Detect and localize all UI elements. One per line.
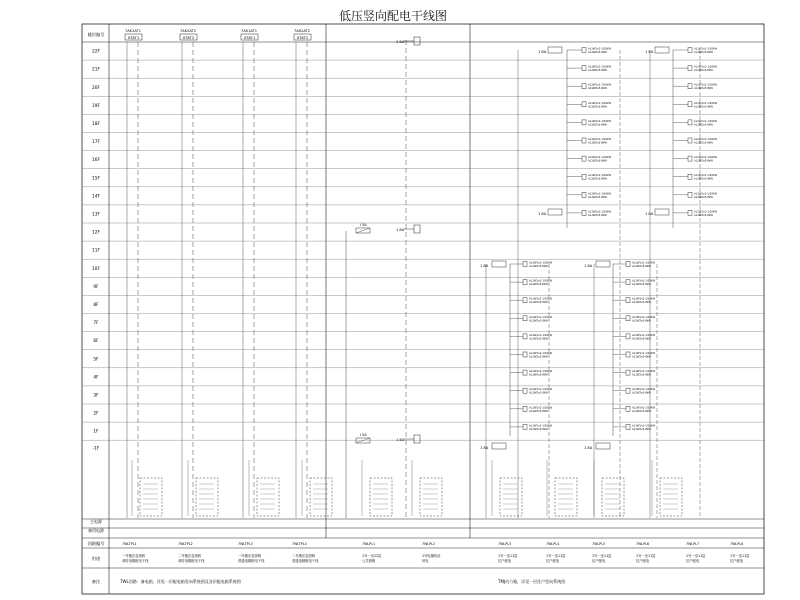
unit-entry — [523, 279, 553, 287]
unit-box — [523, 424, 527, 429]
group-feeder-box — [655, 47, 669, 53]
unit-box — [523, 388, 527, 393]
basement-panel — [196, 478, 218, 516]
floor-label: 12F — [92, 230, 100, 236]
usage-cells — [122, 553, 750, 563]
basement-panel — [500, 478, 522, 516]
unit-box — [523, 316, 527, 321]
basement-panels — [132, 460, 682, 516]
group-feeder-label: 1 8A — [645, 212, 654, 216]
group-feeder-box — [596, 261, 610, 267]
trunk-tag-box-text: XTAT1 — [243, 34, 256, 40]
unit-sub-label: AL1W2x3-8kW — [632, 427, 651, 431]
unit-label: AL1W1x1-1/10kW — [529, 333, 553, 337]
unit-sub-label: AL1W2x3-8kW — [529, 283, 548, 287]
group-feeder-box — [655, 209, 669, 215]
unit-label: AL1W1x1-1/10kW — [632, 388, 656, 392]
unit-label: AL1W1x1-1/10kW — [588, 119, 612, 123]
unit-box — [582, 174, 586, 179]
unit-label: AL1W1x1-1/10kW — [632, 352, 656, 355]
group-feeder-label: 1 8A — [584, 264, 593, 268]
unit-sub-label: AL1W2x3-8kW — [694, 213, 713, 217]
floor-label: 11F — [92, 248, 100, 254]
unit-label: AL1W1x1-1/10kW — [529, 261, 553, 265]
unit-entry — [582, 155, 612, 163]
usage-line-2: 住户配电 — [686, 559, 700, 563]
group-feeder-label: 1 8A — [645, 50, 654, 54]
unit-label: AL1W1x1-1/10kW — [529, 352, 553, 355]
remark-left-text: 7WL回路：备电箱，详见一层配电箱竖向系统图及各层配电箱系统图 — [120, 579, 241, 584]
trunk-lines — [127, 42, 307, 518]
usage-line-1: 1号一至11层 — [730, 554, 750, 558]
unit-label: AL1W1x1-1/10kW — [632, 406, 656, 410]
unit-label: AL1W1x1-1/10kW — [588, 101, 612, 105]
unit-entry — [582, 83, 612, 91]
meter-switch-1f-mark — [356, 438, 370, 443]
basement-panel — [310, 478, 332, 516]
basement-panel — [140, 478, 162, 516]
basement-panel — [420, 478, 442, 516]
unit-sub-label: AL1W2x3-8kW — [694, 123, 713, 127]
unit-label: AL1W1x1-1/10kW — [588, 65, 612, 69]
loop-number: 7WLPL3 — [498, 542, 512, 546]
unit-entry — [523, 351, 553, 359]
floor-rows — [82, 49, 764, 452]
basement-panel — [602, 478, 624, 516]
group-feeder-box — [492, 261, 506, 267]
usage-line-2: 用电 — [422, 559, 429, 563]
unit-entry — [626, 387, 656, 395]
unit-box — [626, 424, 630, 429]
unit-box — [523, 406, 527, 411]
trunk-tag-box-text: XTAT1 — [127, 34, 140, 40]
meter-switch-13f-mark — [356, 228, 370, 233]
unit-box — [523, 370, 527, 375]
unit-sub-label: AL1W2x3-8kW — [529, 355, 548, 359]
usage-label: 用途 — [91, 556, 101, 561]
trunk-tag-top: 7AK2AT2 — [294, 29, 311, 33]
loop-number: 7WLPL8 — [730, 542, 744, 546]
unit-box — [626, 388, 630, 393]
unit-box — [688, 102, 692, 107]
unit-entry — [523, 315, 553, 323]
usage-line-2: 住户配电 — [636, 559, 650, 563]
unit-sub-label: AL1W2x3-8kW — [694, 105, 713, 109]
unit-sub-label: AL1W2x3-8kW — [588, 87, 607, 91]
usage-line-1: 1号一至22层 — [362, 554, 382, 558]
usage-line-1: 一号楼应急照明 — [238, 554, 262, 558]
unit-label: AL1W1x1-1/10kW — [529, 424, 553, 428]
unit-entry — [626, 261, 656, 269]
unit-label: AL1W1x1-1/10kW — [632, 315, 656, 319]
unit-sub-label: AL1W2x3-8kW — [529, 337, 548, 341]
unit-sub-label: AL1W2x3-8kW — [632, 337, 651, 341]
unit-sub-label: AL1W2x3-8kW — [632, 391, 651, 395]
group-feeder-label: 1 8A — [480, 446, 489, 450]
unit-sub-label: AL1W2x3-8kW — [694, 87, 713, 91]
unit-entry — [582, 191, 612, 199]
trunk-tag-top: 7AK1AT1 — [125, 29, 142, 33]
unit-label: AL1W1x1-1/10kW — [632, 424, 656, 428]
feeder-box — [414, 435, 420, 443]
unit-box — [688, 84, 692, 89]
unit-label: AL1W1x1-1/10kW — [694, 101, 718, 105]
usage-line-2: 公共照明 — [362, 559, 376, 563]
loop-number: 7WLPL2 — [422, 542, 436, 546]
unit-label: AL1W1x1-1/10kW — [632, 279, 656, 283]
unit-label: AL1W1x1-1/10kW — [632, 261, 656, 265]
unit-entry — [626, 369, 656, 377]
group-feeder-box — [548, 209, 562, 215]
unit-entry — [688, 47, 718, 55]
unit-box — [626, 370, 630, 375]
trunk-tags — [125, 29, 311, 40]
main-cable-label: 主电源 — [90, 519, 102, 524]
group-feeder-box — [548, 47, 562, 53]
floor-label: 5F — [93, 357, 99, 363]
unit-entry — [626, 297, 656, 305]
unit-entry — [626, 333, 656, 341]
unit-entry — [688, 65, 718, 73]
unit-sub-label: AL1W2x3-8kW — [529, 427, 548, 431]
unit-label: AL1W1x1-1/10kW — [694, 174, 718, 178]
floor-label: 3F — [93, 393, 99, 399]
unit-label: AL1W1x1-1/10kW — [588, 83, 612, 87]
unit-sub-label: AL1W2x3-8kW — [588, 123, 607, 127]
unit-entry — [523, 423, 553, 431]
remark-label: 备注 — [91, 579, 101, 584]
unit-box — [688, 156, 692, 161]
unit-entry — [626, 405, 656, 413]
unit-label: AL1W1x1-1/10kW — [694, 210, 718, 214]
unit-sub-label: AL1W2x3-8kW — [632, 373, 651, 377]
group-feeder-box — [492, 443, 506, 449]
unit-box — [626, 352, 630, 357]
floor-label: 21F — [92, 67, 100, 73]
unit-label: AL1W1x1-1/10kW — [588, 174, 612, 178]
unit-sub-label: AL1W2x3-8kW — [588, 213, 607, 217]
unit-sub-label: AL1W2x3-8kW — [529, 319, 548, 323]
group-feeder-label: 1 8A — [480, 264, 489, 268]
unit-sub-label: AL1W2x3-8kW — [632, 409, 651, 413]
basement-panel — [370, 478, 392, 516]
usage-line-2: 住户配电 — [498, 559, 512, 563]
unit-entry — [582, 137, 612, 145]
loop-number: 7WLTPL1 — [122, 542, 137, 546]
unit-box — [582, 102, 586, 107]
unit-box — [626, 316, 630, 321]
unit-entry — [582, 119, 612, 127]
unit-sub-label: AL1W2x3-8kW — [588, 177, 607, 181]
unit-box — [582, 84, 586, 89]
unit-entry — [688, 101, 718, 109]
unit-box — [523, 334, 527, 339]
unit-entry — [626, 423, 656, 431]
floor-label: 14F — [92, 194, 100, 200]
floor-header: 楼层编号 — [87, 32, 105, 37]
unit-entry — [688, 191, 718, 199]
unit-label: AL1W1x1-1/10kW — [529, 406, 553, 410]
unit-entry — [523, 405, 553, 413]
unit-box — [582, 192, 586, 197]
trunk-tag-top: 7AK2AT2 — [180, 29, 197, 33]
unit-box — [582, 120, 586, 125]
usage-line-2: 消防电梯配电干线 — [122, 559, 149, 563]
unit-entry — [626, 351, 656, 359]
unit-sub-label: AL1W2x3-8kW — [632, 355, 651, 359]
unit-entry — [523, 369, 553, 377]
unit-label: AL1W1x1-1/10kW — [694, 83, 718, 87]
group-feeder-label: 1 8A — [538, 50, 547, 54]
unit-label: AL1W1x1-1/10kW — [694, 65, 718, 69]
unit-label: AL1W1x1-1/10kW — [632, 370, 656, 374]
unit-box — [688, 138, 692, 143]
usage-line-2: 住户配电 — [546, 559, 560, 563]
floor-label: 1F — [93, 429, 99, 435]
usage-line-1: 1号电梯机房 — [422, 554, 441, 558]
floor-label: 19F — [92, 103, 100, 109]
unit-box — [582, 138, 586, 143]
unit-sub-label: AL1W2x3-8kW — [529, 391, 548, 395]
unit-entry — [523, 261, 553, 269]
unit-sub-label: AL1W2x3-8kW — [632, 319, 651, 323]
loop-number: 7WLPL5 — [592, 542, 606, 546]
unit-entry — [626, 315, 656, 323]
unit-sub-label: AL1W2x3-8kW — [529, 373, 548, 377]
loop-number: 7WLTPL3 — [238, 542, 253, 546]
unit-sub-label: AL1W2x3-8kW — [529, 265, 548, 268]
distribution-units — [480, 47, 718, 519]
drawing-frame — [82, 24, 764, 594]
unit-label: AL1W1x1-1/10kW — [694, 138, 718, 141]
unit-box — [582, 48, 586, 53]
unit-sub-label: AL1W2x3-8kW — [632, 283, 651, 287]
meter-switch-label: I 5A — [360, 433, 367, 437]
usage-line-2: 消防电梯配电干线 — [178, 559, 205, 563]
unit-box — [688, 192, 692, 197]
unit-entry — [626, 279, 656, 287]
floor-label: 2F — [93, 411, 99, 417]
unit-box — [688, 120, 692, 125]
usage-line-2: 普通电梯配电干线 — [238, 559, 265, 563]
loop-number: 7WLTPL2 — [178, 542, 193, 546]
unit-box — [626, 334, 630, 339]
unit-label: AL1W1x1-1/10kW — [694, 156, 718, 160]
unit-entry — [688, 173, 718, 181]
loop-no-label: 回路编号 — [87, 541, 105, 546]
usage-line-1: 一号楼应急照明 — [122, 554, 146, 558]
unit-box — [626, 280, 630, 285]
unit-sub-label: AL1W2x3-8kW — [694, 159, 713, 163]
meter-switch-label: I 5A — [360, 223, 367, 227]
unit-box — [523, 280, 527, 285]
unit-entry — [688, 119, 718, 127]
unit-label: AL1W1x1-1/10kW — [529, 370, 553, 374]
unit-label: AL1W1x1-1/10kW — [588, 156, 612, 160]
feeder-label: 1 8A — [396, 438, 405, 442]
floor-label: 13F — [92, 212, 100, 218]
unit-box — [582, 210, 586, 215]
remark-right-text: TMJ动力箱，详见一层住户竖向系统图 — [498, 579, 566, 584]
floor-label: 9F — [93, 284, 99, 290]
unit-box — [523, 352, 527, 357]
unit-box — [523, 298, 527, 303]
group-feeder-label: 1 8A — [584, 446, 593, 450]
loop-number: 7WLPL1 — [362, 542, 376, 546]
unit-sub-label: AL1W2x3-8kW — [588, 51, 607, 54]
unit-sub-label: AL1W2x3-8kW — [588, 141, 607, 145]
unit-box — [582, 156, 586, 161]
floor-label: 10F — [92, 266, 100, 272]
group-feeder-box — [596, 443, 610, 449]
unit-label: AL1W1x1-1/10kW — [588, 192, 612, 196]
unit-sub-label: AL1W2x3-8kW — [632, 301, 651, 305]
unit-label: AL1W1x1-1/10kW — [588, 138, 612, 141]
unit-entry — [582, 47, 612, 55]
unit-label: AL1W1x1-1/10kW — [529, 297, 553, 301]
unit-sub-label: AL1W2x3-8kW — [694, 141, 713, 145]
unit-label: AL1W1x1-1/10kW — [694, 47, 718, 51]
floor-label: 6F — [93, 339, 99, 345]
floor-label: 4F — [93, 375, 99, 381]
group-feeder-label: 1 8A — [538, 212, 547, 216]
unit-entry — [688, 155, 718, 163]
feeder-box — [414, 37, 420, 45]
basement-panel — [660, 478, 682, 516]
unit-box — [626, 406, 630, 411]
usage-line-1: 二号楼应急照明 — [178, 554, 202, 558]
usage-line-1: 1号一至11层 — [636, 554, 656, 558]
unit-sub-label: AL1W2x3-8kW — [588, 159, 607, 163]
trunk-tag-top: 7AK1AT1 — [241, 29, 258, 33]
feeder-label: 1 8A — [396, 40, 405, 44]
feeder-box — [414, 225, 420, 233]
riser-lines — [346, 37, 420, 518]
unit-box — [688, 48, 692, 53]
unit-box — [688, 174, 692, 179]
unit-entry — [523, 333, 553, 341]
basement-panel — [555, 478, 577, 516]
unit-label: AL1W1x1-1/10kW — [632, 333, 656, 337]
unit-label: AL1W1x1-1/10kW — [694, 119, 718, 123]
loop-number: 7WLPL6 — [636, 542, 650, 546]
unit-sub-label: AL1W2x3-8kW — [529, 301, 548, 305]
unit-sub-label: AL1W2x3-8kW — [588, 105, 607, 109]
unit-entry — [688, 83, 718, 91]
unit-sub-label: AL1W2x3-8kW — [694, 177, 713, 181]
unit-label: AL1W1x1-1/10kW — [694, 192, 718, 196]
backup-cable-label: 备用电源 — [88, 528, 104, 533]
loop-number: 7WLTPL4 — [292, 542, 307, 546]
usage-line-1: 1号一至11层 — [686, 554, 706, 558]
usage-line-2: 普通电梯配电干线 — [292, 559, 319, 563]
usage-line-1: 1号一至11层 — [592, 554, 612, 558]
usage-line-1: 二号楼应急照明 — [292, 554, 316, 558]
unit-entry — [688, 137, 718, 145]
unit-box — [688, 66, 692, 71]
usage-line-2: 住户配电 — [592, 559, 606, 563]
unit-sub-label: AL1W2x3-8kW — [632, 265, 651, 268]
unit-entry — [582, 209, 612, 217]
floor-label: 22F — [92, 49, 100, 55]
unit-label: AL1W1x1-1/10kW — [529, 315, 553, 319]
unit-label: AL1W1x1-1/10kW — [588, 47, 612, 51]
basement-panel — [257, 478, 279, 516]
unit-entry — [523, 387, 553, 395]
unit-box — [523, 262, 527, 267]
unit-box — [582, 66, 586, 71]
unit-sub-label: AL1W2x3-8kW — [694, 51, 713, 54]
unit-sub-label: AL1W2x3-8kW — [588, 195, 607, 199]
unit-entry — [582, 173, 612, 181]
floor-label: -1F — [92, 446, 100, 452]
usage-line-2: 住户配电 — [730, 559, 744, 563]
unit-box — [626, 262, 630, 267]
floor-label: 8F — [93, 302, 99, 308]
unit-box — [688, 210, 692, 215]
floor-label: 16F — [92, 158, 100, 164]
unit-entry — [582, 101, 612, 109]
loop-number: 7WLPL4 — [546, 542, 560, 546]
unit-sub-label: AL1W2x3-8kW — [694, 195, 713, 199]
unit-entry — [582, 65, 612, 73]
unit-label: AL1W1x1-1/10kW — [632, 297, 656, 301]
loop-number-cells — [122, 542, 743, 546]
unit-sub-label: AL1W2x3-8kW — [529, 409, 548, 413]
floor-label: 18F — [92, 121, 100, 127]
floor-label: 17F — [92, 140, 100, 146]
unit-box — [626, 298, 630, 303]
floor-label: 20F — [92, 85, 100, 91]
unit-label: AL1W1x1-1/10kW — [588, 210, 612, 214]
usage-line-1: 1号一至11层 — [498, 554, 518, 558]
trunk-tag-box-text: XTAT2 — [296, 34, 309, 40]
unit-sub-label: AL1W2x3-8kW — [588, 69, 607, 73]
unit-sub-label: AL1W2x3-8kW — [694, 69, 713, 73]
usage-line-1: 1号一至11层 — [546, 554, 566, 558]
unit-label: AL1W1x1-1/10kW — [529, 279, 553, 283]
diagram-title: 低压竖向配电干线图 — [338, 9, 448, 23]
unit-entry — [523, 297, 553, 305]
unit-label: AL1W1x1-1/10kW — [529, 388, 553, 392]
feeder-label: 1 8A — [396, 228, 405, 232]
floor-label: 7F — [93, 321, 99, 327]
loop-number: 7WLPL7 — [686, 542, 700, 546]
unit-entry — [688, 209, 718, 217]
trunk-tag-box-text: XTAT2 — [182, 34, 195, 40]
floor-label: 15F — [92, 176, 100, 182]
